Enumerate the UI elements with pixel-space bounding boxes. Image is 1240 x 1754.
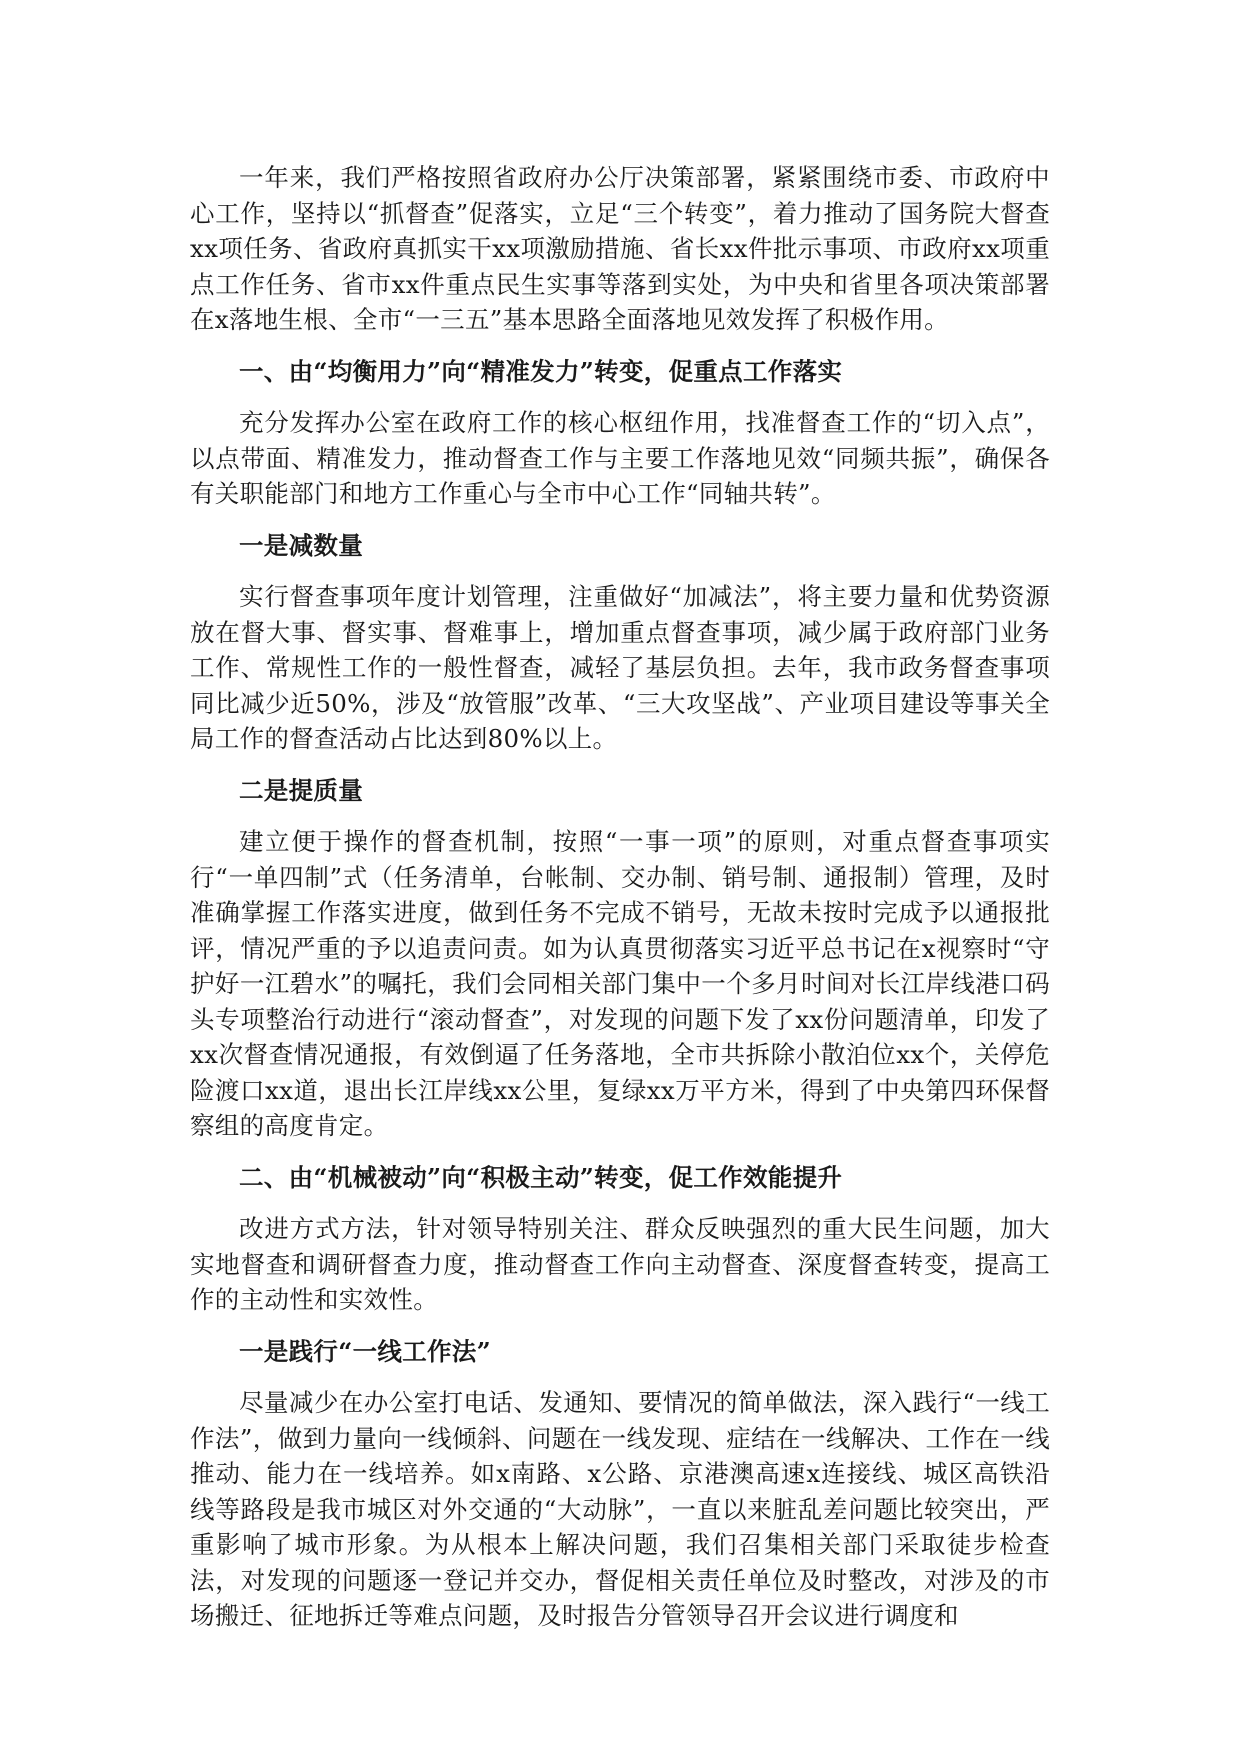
section-1-paragraph: 充分发挥办公室在政府工作的核心枢纽作用，找准督查工作的“切入点”，以点带面、精准发力，推动督查工作与主要工作落地见效“同频共振”，确保各有关职能部门和地方工作重心与全市中心工作“同轴共转”。	[190, 408, 1050, 508]
subheading-frontline-method: 一是践行“一线工作法”	[239, 1336, 491, 1366]
frontline-method-paragraph: 尽量减少在办公室打电话、发通知、要情况的简单做法，深入践行“一线工作法”，做到力量向一线倾斜、问题在一线发现、症结在一线解决、工作在一线推动、能力在一线培养。如x南路、x公路、京港澳高速x连接线、城区高铁沿线等路段是我市城区对外交通的“大动脉”，一直以来脏乱差问题比较突出，严重影响了城市形象。为从根本上解决问题，我们召集相关部门采取徒步检查法，对发现的问题逐一登记并交办，督促相关责任单位及时整改，对涉及的市场搬迁、征地拆迁等难点问题，及时报告分管领导召开会议进行调度和	[190, 1388, 1050, 1630]
subheading-reduce-quantity: 一是减数量	[239, 530, 363, 560]
improve-quality-paragraph: 建立便于操作的督查机制，按照“一事一项”的原则，对重点督查事项实行“一单四制”式（任务清单，台帐制、交办制、销号制、通报制）管理，及时准确掌握工作落实进度，做到任务不完成不销号，无故未按时完成予以通报批评，情况严重的予以追责问责。如为认真贯彻落实习近平总书记在x视察时“守护好一江碧水”的嘱托，我们会同相关部门集中一个多月时间对长江岸线港口码头专项整治行动进行“滚动督查”，对发现的问题下发了xx份问题清单，印发了xx次督查情况通报，有效倒逼了任务落地，全市共拆除小散泊位xx个，关停危险渡口xx道，退出长江岸线xx公里，复绿xx万平方米，得到了中央第四环保督察组的高度肯定。	[190, 827, 1050, 1140]
section-2-paragraph: 改进方式方法，针对领导特别关注、群众反映强烈的重大民生问题，加大实地督查和调研督查力度，推动督查工作向主动督查、深度督查转变，提高工作的主动性和实效性。	[190, 1214, 1050, 1314]
document-page	[190, 160, 1050, 1650]
section-heading-1: 一、由“均衡用力”向“精准发力”转变，促重点工作落实	[239, 356, 843, 386]
subheading-improve-quality: 二是提质量	[239, 775, 363, 805]
section-heading-2: 二、由“机械被动”向“积极主动”转变，促工作效能提升	[239, 1162, 843, 1192]
intro-paragraph: 一年来，我们严格按照省政府办公厅决策部署，紧紧围绕市委、市政府中心工作，坚持以“抓督查”促落实，立足“三个转变”，着力推动了国务院大督查xx项任务、省政府真抓实干xx项激励措施、省长xx件批示事项、市政府xx项重点工作任务、省市xx件重点民生实事等落到实处，为中央和省里各项决策部署在x落地生根、全市“一三五”基本思路全面落地见效发挥了积极作用。	[190, 163, 1050, 334]
reduce-quantity-paragraph: 实行督查事项年度计划管理，注重做好“加减法”，将主要力量和优势资源放在督大事、督实事、督难事上，增加重点督查事项，减少属于政府部门业务工作、常规性工作的一般性督查，减轻了基层负担。去年，我市政务督查事项同比减少近50%，涉及“放管服”改革、“三大攻坚战”、产业项目建设等事关全局工作的督查活动占比达到80%以上。	[190, 582, 1050, 753]
